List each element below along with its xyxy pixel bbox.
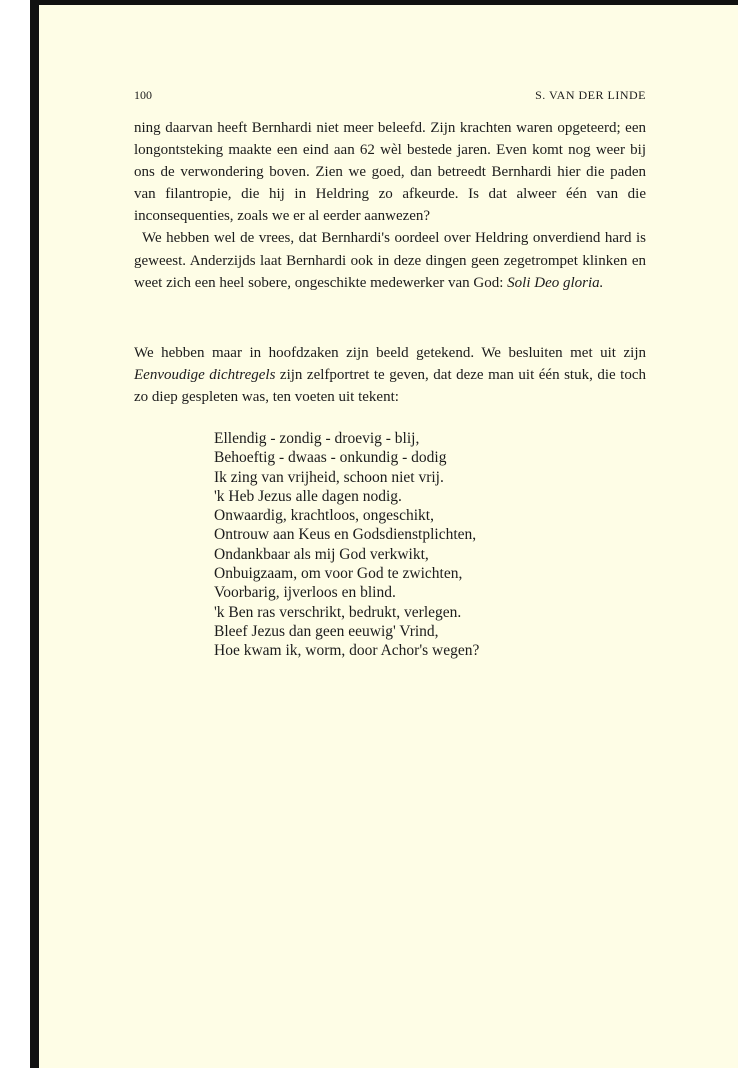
- scan-left-edge: [30, 0, 39, 1068]
- poem-line: Ondankbaar als mij God verkwikt,: [214, 545, 429, 563]
- paragraph-3-text-a: We hebben maar in hoofdzaken zijn beeld getekend. We besluiten met uit zijn: [134, 345, 646, 361]
- running-title: S. VAN DER LINDE: [535, 88, 646, 102]
- page-number: 100: [134, 88, 152, 102]
- poem-line: Bleef Jezus dan geen eeuwig' Vrind,: [214, 622, 439, 640]
- poem-line: Hoe kwam ik, worm, door Achor's wegen?: [214, 642, 480, 660]
- poem: [214, 429, 634, 661]
- prose-block-1: [134, 117, 646, 294]
- poem-line: Ontrouw aan Keus en Godsdienstplichten,: [214, 526, 477, 544]
- poem-line: 'k Heb Jezus alle dagen nodig.: [214, 487, 402, 505]
- poem-line: Ik zing van vrijheid, schoon niet vrij.: [214, 468, 444, 486]
- paragraph-2: [134, 227, 646, 293]
- poem-line: Voorbarig, ijverloos en blind.: [214, 584, 396, 602]
- paragraph-1: ning daarvan heeft Bernhardi niet meer beleefd. Zijn krachten waren opgeteerd; een longontsteking maakte een eind aan 62 wèl bestede jaren. Even komt nog weer bij ons de verwondering boven. Zien we goed, dan betreedt Bernhardi hier die paden van filantropie, die hij in Heldring zo afkeurde. Is dat alweer één van die inconsequenties, zoals we er al eerder aanwezen?: [134, 120, 646, 225]
- paragraph-3-text-b: zijn zelfportret te geven, dat deze man uit één stuk, die toch zo diep gespleten was, ten voeten uit tekent:: [134, 367, 646, 406]
- poem-line: Onbuigzaam, om voor God te zwichten,: [214, 565, 463, 583]
- book-title: Eenvoudige dichtregels: [134, 367, 276, 384]
- paragraph-2-text: We hebben wel de vrees, dat Bernhardi's oordeel over Heldring onverdiend hard is geweest. Anderzijds laat Bernhardi ook in deze dingen geen zegetrompet klinken en weet zich een heel sobere, ongeschikte medewerker van God:: [134, 230, 646, 291]
- paragraph-3: [134, 342, 646, 408]
- prose-block-2: [134, 342, 646, 408]
- poem-line: Behoeftig - dwaas - onkundig - dodig: [214, 449, 447, 467]
- poem-line: Onwaardig, krachtloos, ongeschikt,: [214, 507, 434, 525]
- scan-top-edge: [30, 0, 738, 5]
- poem-line: Ellendig - zondig - droevig - blij,: [214, 430, 420, 447]
- poem-line: 'k Ben ras verschrikt, bedrukt, verlegen.: [214, 603, 462, 621]
- motto: Soli Deo gloria.: [507, 274, 604, 291]
